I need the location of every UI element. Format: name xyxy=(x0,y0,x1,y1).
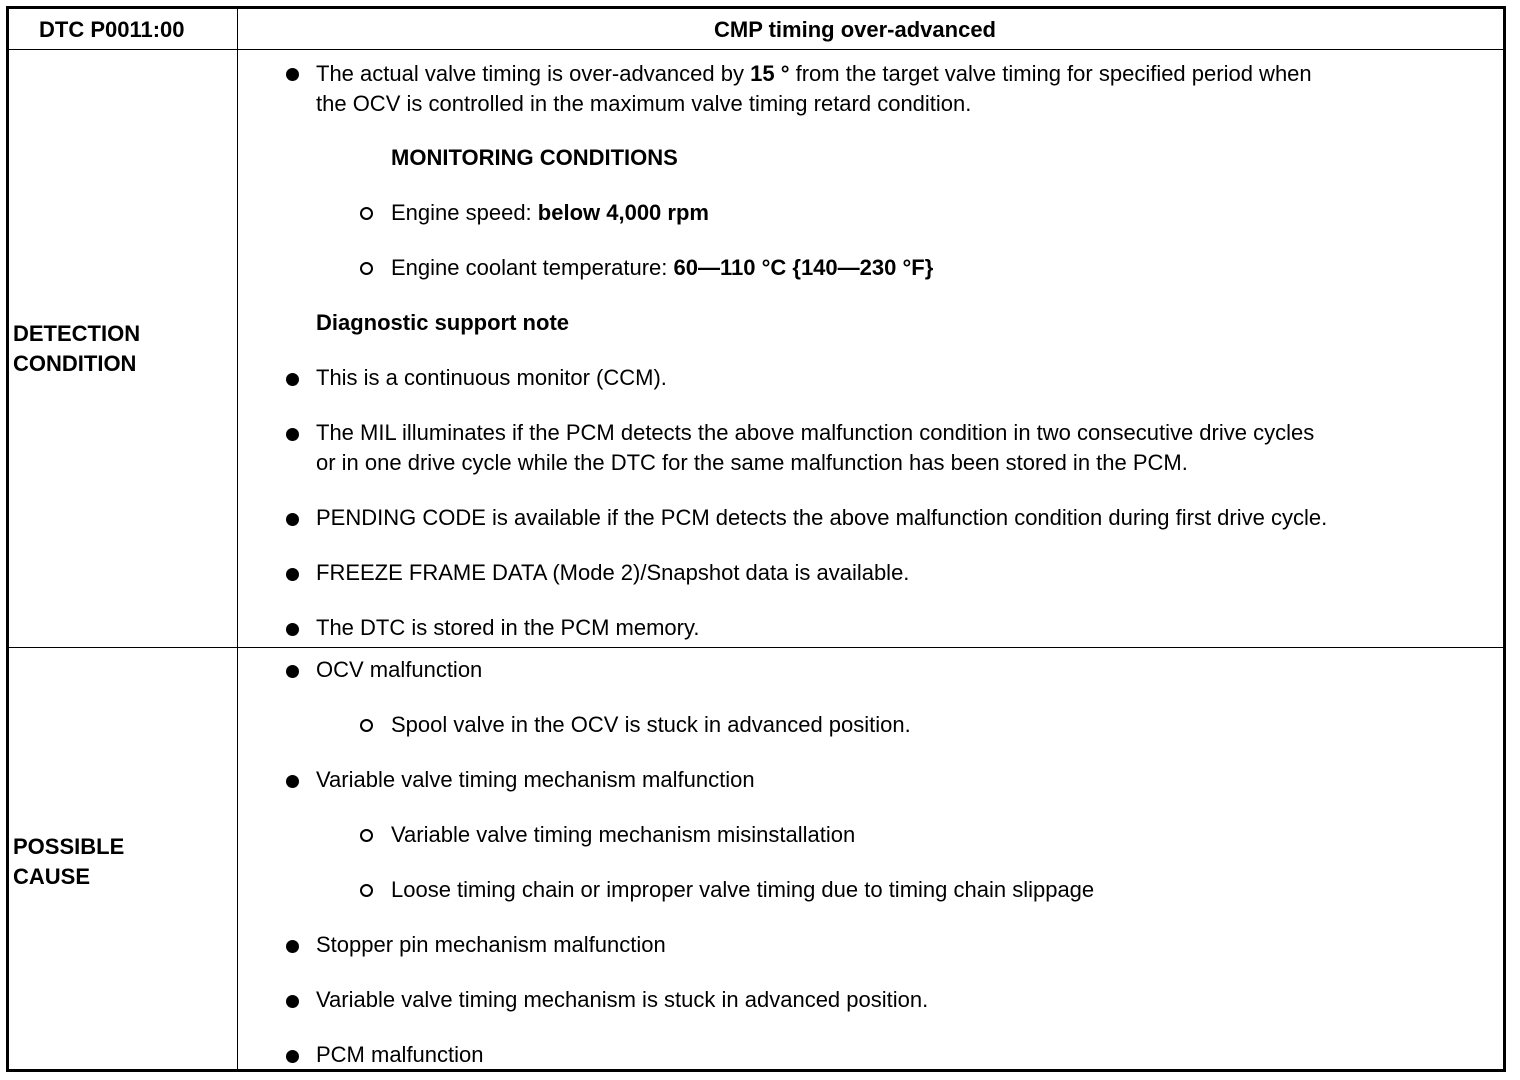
cause-item2-sub2: Loose timing chain or improper valve timing due to timing chain slippage xyxy=(391,877,1095,902)
detection-label-line2: CONDITION xyxy=(13,351,137,376)
support-note4: FREEZE FRAME DATA (Mode 2)/Snapshot data is available. xyxy=(316,560,910,585)
dtc-table xyxy=(6,6,1506,1072)
dtc-code: DTC P0011:00 xyxy=(39,17,185,42)
monitoring-heading: MONITORING CONDITIONS xyxy=(391,145,678,170)
support-note3: PENDING CODE is available if the PCM detects the above malfunction condition during first drive cycle. xyxy=(316,505,1328,530)
cause-item5: PCM malfunction xyxy=(316,1042,484,1067)
bullet-icon xyxy=(286,995,299,1008)
bullet-icon xyxy=(286,513,299,526)
detection-label-line1: DETECTION xyxy=(13,321,141,346)
column-divider xyxy=(237,9,238,1069)
circle-bullet-icon xyxy=(360,262,373,275)
bullet-icon xyxy=(286,373,299,386)
cause-item3: Stopper pin mechanism malfunction xyxy=(316,932,666,957)
bullet-icon xyxy=(286,428,299,441)
bullet-icon xyxy=(286,940,299,953)
cause-label-line2: CAUSE xyxy=(13,864,91,889)
detection-item1-line2: the OCV is controlled in the maximum valve timing retard condition. xyxy=(316,91,972,116)
bullet-icon xyxy=(286,665,299,678)
cause-item1: OCV malfunction xyxy=(316,657,483,682)
support-note1: This is a continuous monitor (CCM). xyxy=(316,365,667,390)
cause-label-line1: POSSIBLE xyxy=(13,834,125,859)
header-divider xyxy=(9,49,1503,50)
bullet-icon xyxy=(286,775,299,788)
bullet-icon xyxy=(286,68,299,81)
bullet-icon xyxy=(286,1050,299,1063)
bullet-icon xyxy=(286,568,299,581)
dtc-title: CMP timing over-advanced xyxy=(714,17,996,42)
circle-bullet-icon xyxy=(360,719,373,732)
support-note2-line1: The MIL illuminates if the PCM detects the above malfunction condition in two consecutive drive cycles xyxy=(316,420,1315,445)
circle-bullet-icon xyxy=(360,884,373,897)
monitoring-cond2: Engine coolant temperature: 60—110 °C {140—230 °F} xyxy=(391,255,934,280)
cause-item4: Variable valve timing mechanism is stuck in advanced position. xyxy=(316,987,929,1012)
bullet-icon xyxy=(286,623,299,636)
section-divider xyxy=(9,647,1503,648)
detection-item1-line1: The actual valve timing is over-advanced by 15 ° from the target valve timing for specified period when xyxy=(316,61,1312,86)
monitoring-cond1: Engine speed: below 4,000 rpm xyxy=(391,200,709,225)
cause-item1-sub1: Spool valve in the OCV is stuck in advanced position. xyxy=(391,712,911,737)
cause-item2-sub1: Variable valve timing mechanism misinstallation xyxy=(391,822,856,847)
circle-bullet-icon xyxy=(360,829,373,842)
support-heading: Diagnostic support note xyxy=(316,310,569,335)
circle-bullet-icon xyxy=(360,207,373,220)
support-note2-line2: or in one drive cycle while the DTC for the same malfunction has been stored in the PCM. xyxy=(316,450,1188,475)
support-note5: The DTC is stored in the PCM memory. xyxy=(316,615,700,640)
cause-item2: Variable valve timing mechanism malfunction xyxy=(316,767,755,792)
